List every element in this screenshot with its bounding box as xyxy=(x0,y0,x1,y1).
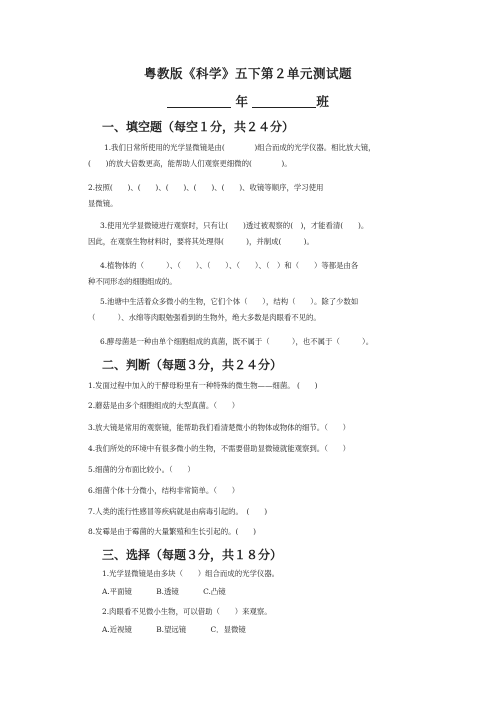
choice-option[interactable]: C.凸镜 xyxy=(203,587,226,596)
class-line xyxy=(0,92,496,110)
fill-question-3 xyxy=(88,218,423,250)
fill-question-2 xyxy=(88,180,423,212)
fill-question-3-line1: 3.使用光学显微镜进行观察时，只有让( )透过被观察的( )，才能看清( )。 xyxy=(100,221,369,230)
fill-question-6 xyxy=(88,334,423,350)
judge-question-6: 6.细菌个体十分微小，结构非常简单。（ ） xyxy=(88,486,240,495)
choice-question-1-options xyxy=(102,586,248,597)
fill-question-4 xyxy=(88,258,423,290)
class-suffix: 班 xyxy=(316,94,329,109)
judge-question-7: 7.人类的流行性感冒等疾病就是由病毒引起的。 ( ) xyxy=(88,507,268,516)
judge-question-3: 3.放大镜是常用的观察镜，能帮助我们看清楚微小的物体或物体的细节。（ ） xyxy=(88,423,351,432)
fill-question-2-line2: 显微镜。 xyxy=(88,199,118,208)
judge-question-1: 1.发面过程中加入的干酵母粉里有一种特殊的微生物——细菌。 ( ) xyxy=(88,381,318,390)
judge-question-8: 8.发霉是由于霉菌的大量繁殖和生长引起的。( ) xyxy=(88,527,257,536)
section-choice-heading: 三、选择（每题３分，共１８分） xyxy=(102,548,283,562)
fill-question-4-line2: 种不同形态的细胞组成的。 xyxy=(88,277,177,286)
fill-question-1-line1: 1.我们日常所使用的光学显微镜是由( )组合而成的光学仪器。相比放大镜， xyxy=(104,143,376,152)
fill-question-5-line2: （ ）、水绵等肉眼勉强看到的生物外，绝大多数是肉眼看不见的。 xyxy=(88,313,321,322)
section-judge-heading: 二、判断（每题３分，共２４分） xyxy=(102,358,283,372)
choice-option[interactable]: B.透镜 xyxy=(156,587,179,596)
choice-option[interactable]: C．显微镜 xyxy=(210,625,246,634)
choice-question-2-options xyxy=(102,624,268,635)
fill-question-5-line1: 5.池塘中生活着众多微小的生物，它们个体（ ），结构（ ）。除了少数如 xyxy=(100,297,359,306)
choice-option[interactable]: B.望远镜 xyxy=(156,625,187,634)
fill-question-2-line1: 2.按照( )、( )、( )、( )、( )、收镜等顺序，学习使用 xyxy=(88,183,324,192)
page-title: 粤教版《科学》五下第２单元测试题 xyxy=(143,66,352,81)
choice-question-2-stem: 2.肉眼看不见微小生物，可以借助（ ）来观察。 xyxy=(102,607,272,616)
class-blank[interactable] xyxy=(252,94,316,108)
judge-question-4: 4.我们所处的环境中有很多微小的生物，不需要借助显微镜就能观察到。（ ） xyxy=(88,444,351,453)
judge-question-5: 5.细菌的分布面比较小。（ ） xyxy=(88,465,195,474)
choice-option[interactable]: A.近视镜 xyxy=(102,625,132,634)
judge-question-2: 2.蘑菇是由多个细胞组成的大型真菌。（ ） xyxy=(88,401,240,410)
choice-question-1-stem: 1.光学显微镜是由多块（ ）组合而成的光学仪器。 xyxy=(102,569,280,578)
year-blank[interactable] xyxy=(167,94,231,108)
fill-question-3-line2: 因此，在观察生物材料时，要将其处理得( )，并制成( )。 xyxy=(88,237,314,246)
fill-question-4-line1: 4.植物体的（ ）、（ ）、（ ）、（ ）、（ ）和（ ）等都是由各 xyxy=(100,261,359,270)
fill-question-5 xyxy=(88,294,423,326)
fill-question-6-line1: 6.酵母菌是一种由单个细胞组成的真菌，既不属于（ ），也不属于（ ）。 xyxy=(100,337,374,346)
choice-option[interactable]: A.平面镜 xyxy=(102,587,132,596)
year-suffix: 年 xyxy=(235,94,248,109)
fill-question-1-line2: ( )的放大倍数更高，能帮助人们观察更细微的( )。 xyxy=(88,159,292,168)
fill-question-1 xyxy=(88,140,423,172)
section-fill-heading: 一、填空题（每空１分，共２４分） xyxy=(102,120,295,134)
